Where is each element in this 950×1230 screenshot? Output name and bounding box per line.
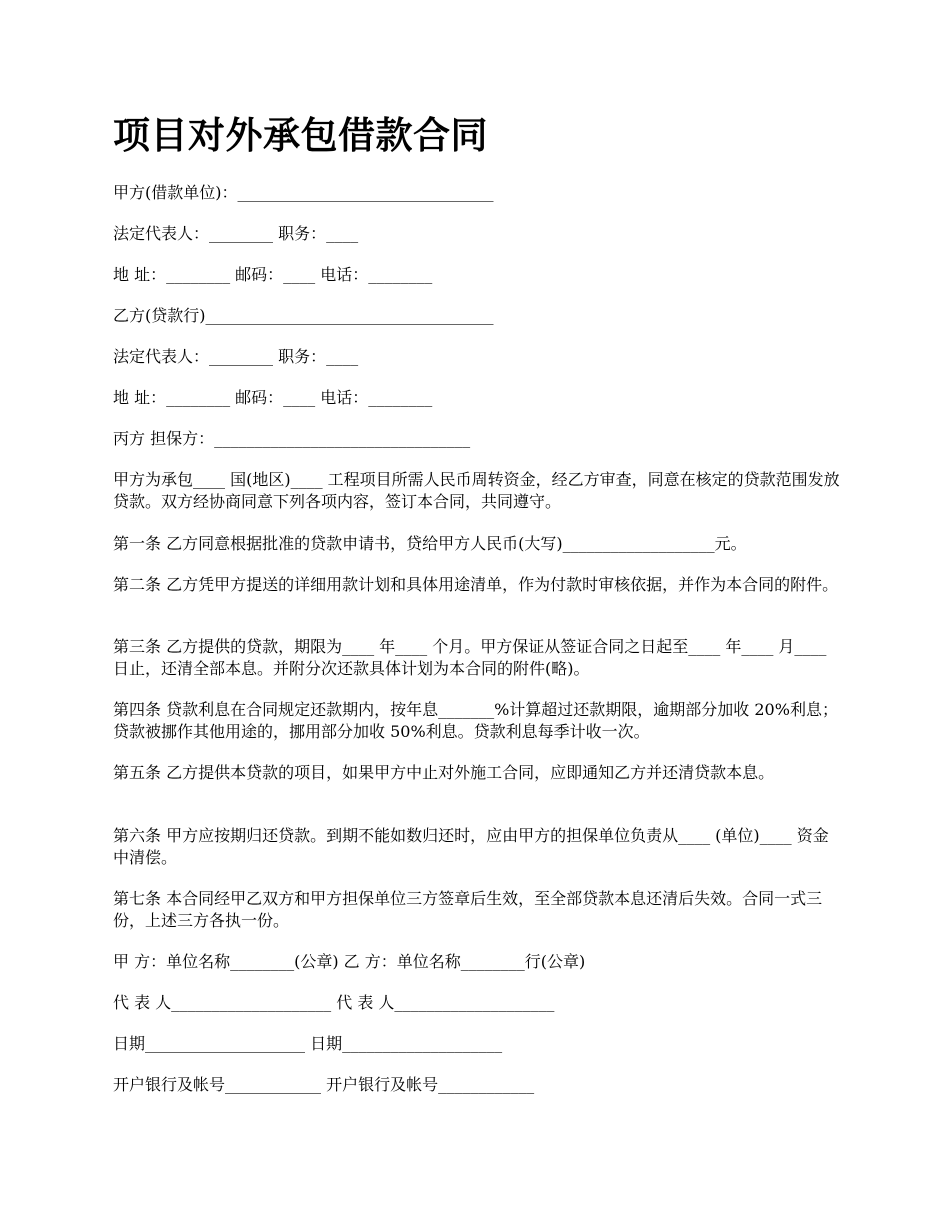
- party-a-name-line: 甲方(借款单位)：________________________________: [113, 183, 494, 202]
- signature-representative-line: 代 表 人____________________ 代 表 人____________________: [113, 993, 555, 1012]
- party-b-address-line: 地 址：________ 邮码：____ 电话：________: [113, 388, 433, 407]
- party-b-name-line: 乙方(贷款行)____________________________________: [113, 306, 494, 325]
- article-7: 第七条 本合同经甲乙双方和甲方担保单位三方签章后生效，至全部贷款本息还清后失效。合同一式三份，上述三方各执一份。: [113, 889, 823, 930]
- article-4: 第四条 贷款利息在合同规定还款期内，按年息_______%计算超过还款期限，逾期部分加收 20%利息；贷款被挪作其他用途的，挪用部分加收 50%利息。贷款利息每季计收一次。: [113, 700, 838, 741]
- document-title: 项目对外承包借款合同: [113, 113, 488, 157]
- article-6: 第六条 甲方应按期归还贷款。到期不能如数归还时，应由甲方的担保单位负责从____ (单位)____ 资金中清偿。: [113, 826, 829, 867]
- party-c-guarantor-line: 丙方 担保方：________________________________: [113, 429, 471, 448]
- party-a-representative-line: 法定代表人：________ 职务：____: [113, 224, 359, 243]
- preamble-paragraph: 甲方为承包____ 国(地区)____ 工程项目所需人民币周转资金，经乙方审查，同意在核定的贷款范围发放贷款。双方经协商同意下列各项内容，签订本合同，共同遵守。: [113, 470, 840, 511]
- party-b-representative-line: 法定代表人：________ 职务：____: [113, 347, 359, 366]
- signature-bank-account-line: 开户银行及帐号____________ 开户银行及帐号____________: [113, 1075, 535, 1094]
- article-1: 第一条 乙方同意根据批准的贷款申请书，贷给甲方人民币(大写)___________________元。: [113, 534, 747, 553]
- party-a-address-line: 地 址：________ 邮码：____ 电话：________: [113, 265, 433, 284]
- article-3: 第三条 乙方提供的贷款，期限为____ 年____ 个月。甲方保证从签证合同之日起至____ 年____ 月____ 日止，还清全部本息。并附分次还款具体计划为本合同的附件(略)。: [113, 637, 827, 678]
- article-5: 第五条 乙方提供本贷款的项目，如果甲方中止对外施工合同，应即通知乙方并还清贷款本息。: [113, 763, 775, 782]
- article-2: 第二条 乙方凭甲方提送的详细用款计划和具体用途清单，作为付款时审核依据，并作为本合同的附件。: [113, 575, 839, 594]
- signature-unit-line: 甲 方：单位名称________(公章) 乙 方：单位名称________行(公章): [113, 952, 586, 971]
- signature-date-line: 日期____________________ 日期____________________: [113, 1034, 503, 1053]
